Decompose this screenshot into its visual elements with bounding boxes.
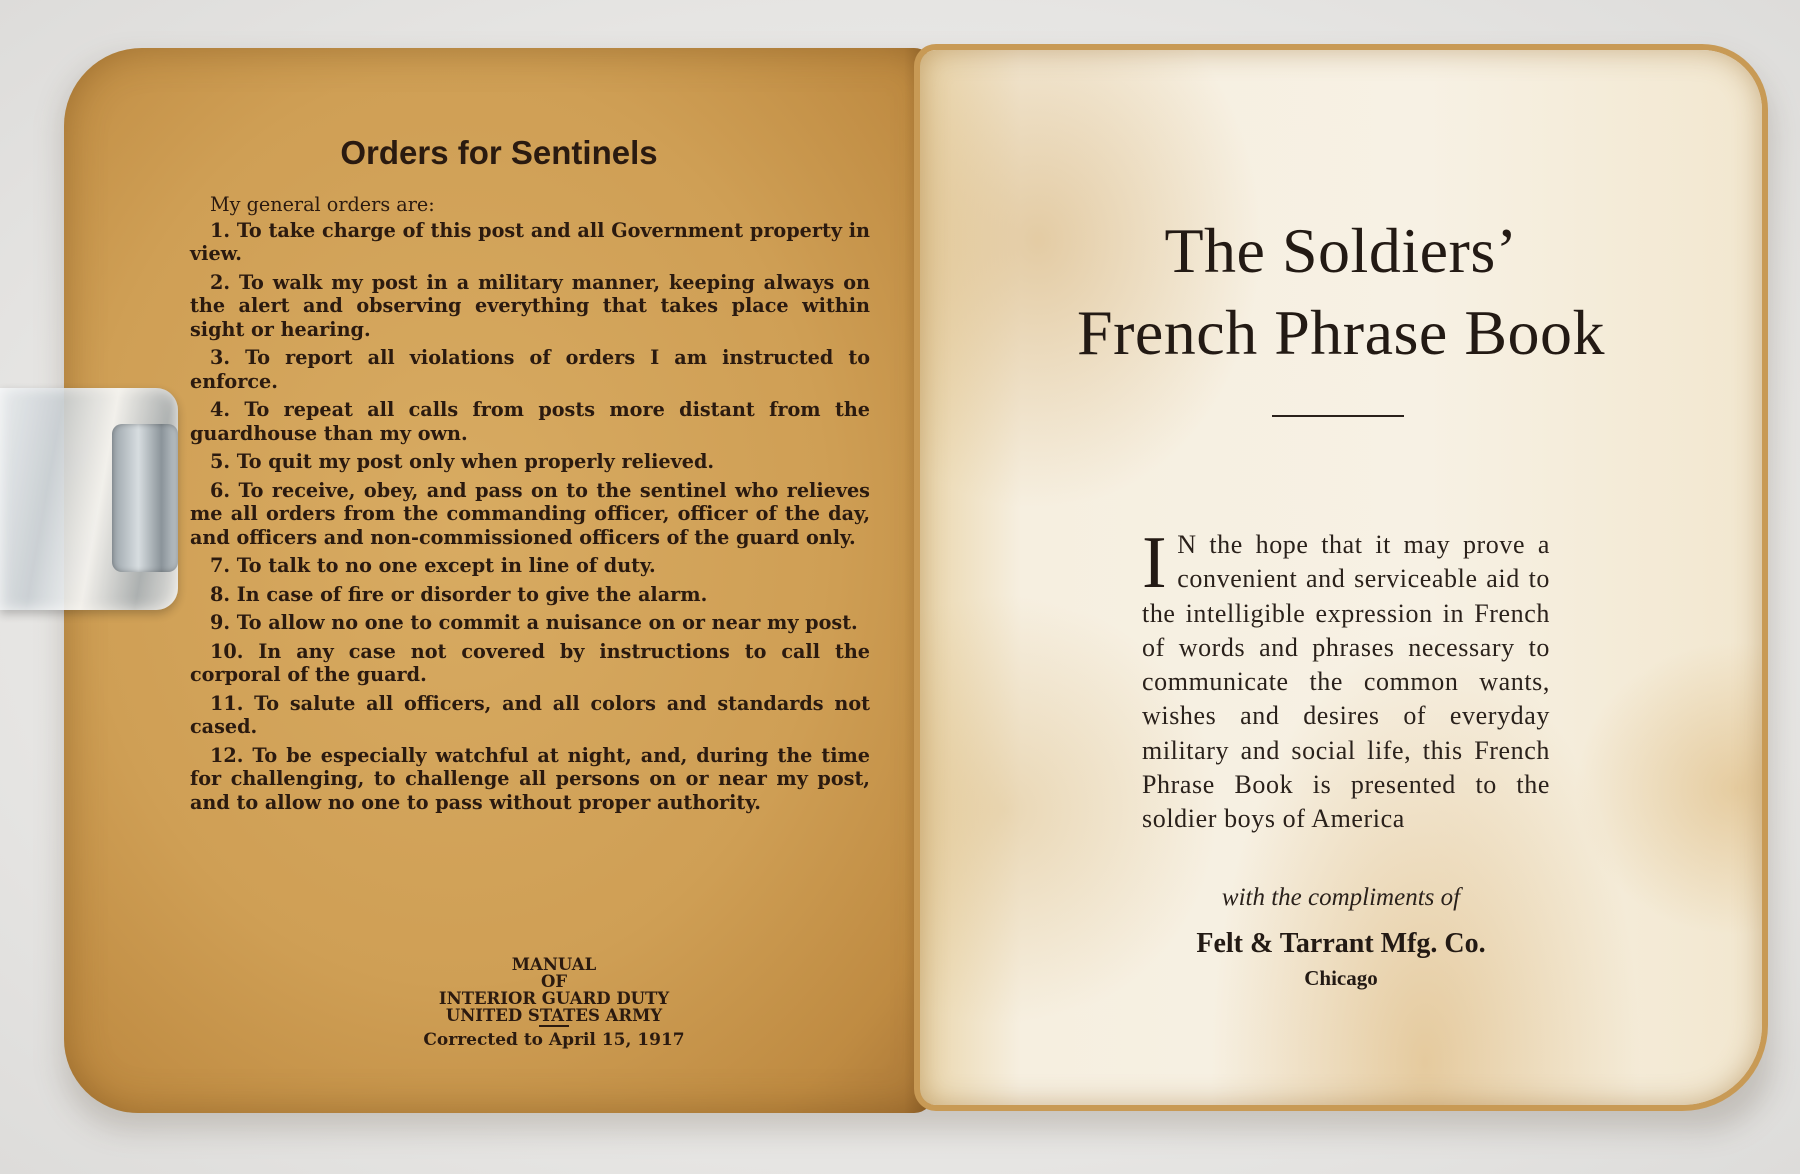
order-item: 5. To quit my post only when properly relieved. (210, 450, 715, 473)
right-page (920, 50, 1762, 1105)
source-line: INTERIOR GUARD DUTY (438, 989, 670, 1008)
source-line: UNITED STATES ARMY (445, 1006, 663, 1025)
source-line: OF (540, 972, 568, 991)
order-item: 1. To take charge of this post and all Government property in view. (190, 218, 870, 265)
order-item: 8. In case of fire or disorder to give the alarm. (210, 582, 708, 606)
left-page-title: Orders for Sentinels (340, 134, 658, 171)
source-citation (304, 956, 804, 1049)
order-item: 2. To walk my post in a military manner, keeping always on the alert and observing everything that takes place within sight or hearing. (190, 270, 870, 341)
source-line: MANUAL (511, 955, 597, 974)
book-title-line-2: French Phrase Book (1076, 297, 1606, 368)
order-item: 7. To talk to no one except in line of duty. (210, 554, 656, 577)
dedication-dropcap: I (1142, 522, 1168, 604)
title-divider (1272, 415, 1404, 417)
order-item: 12. To be especially watchful at night, and, during the time for challenging, to challenge all persons on or near my post, and to allow no one to pass without proper authority. (190, 743, 870, 814)
orders-intro: My general orders are: (210, 193, 435, 216)
order-item: 9. To allow no one to commit a nuisance on or near my post. (210, 611, 858, 634)
book-title-line-1: The Soldiers’ (1164, 215, 1518, 286)
publisher-city: Chicago (1304, 966, 1378, 990)
order-item: 10. In any case not covered by instructions to call the corporal of the guard. (190, 639, 870, 686)
order-item: 11. To salute all officers, and all colors and standards not cased. (190, 691, 870, 738)
page-clip-block (112, 424, 178, 572)
publisher-name: Felt & Tarrant Mfg. Co. (1196, 928, 1486, 959)
orders-list (190, 193, 870, 819)
book-title (920, 210, 1762, 374)
order-item: 6. To receive, obey, and pass on to the sentinel who relieves me all orders from the commanding officer, officer of the day, and officers and non-commissioned officers of the guard only. (190, 478, 870, 549)
dedication-text: N the hope that it may prove a convenient and serviceable aid to the intelligible expression in French of words and phrases necessary to communicate the common wants, wishes and desires of everyday military and social life, this French Phrase Book is presented to the soldier boys of America (1142, 530, 1550, 834)
order-item: 3. To report all violations of orders I am instructed to enforce. (190, 346, 870, 393)
left-page (64, 48, 934, 1113)
order-item: 4. To repeat all calls from posts more distant from the guardhouse than my own. (190, 398, 870, 445)
dedication-paragraph (1142, 522, 1550, 837)
source-divider (539, 1025, 569, 1027)
corrected-date: Corrected to April 15, 1917 (423, 1030, 685, 1050)
compliments-line: with the compliments of (1221, 884, 1461, 911)
